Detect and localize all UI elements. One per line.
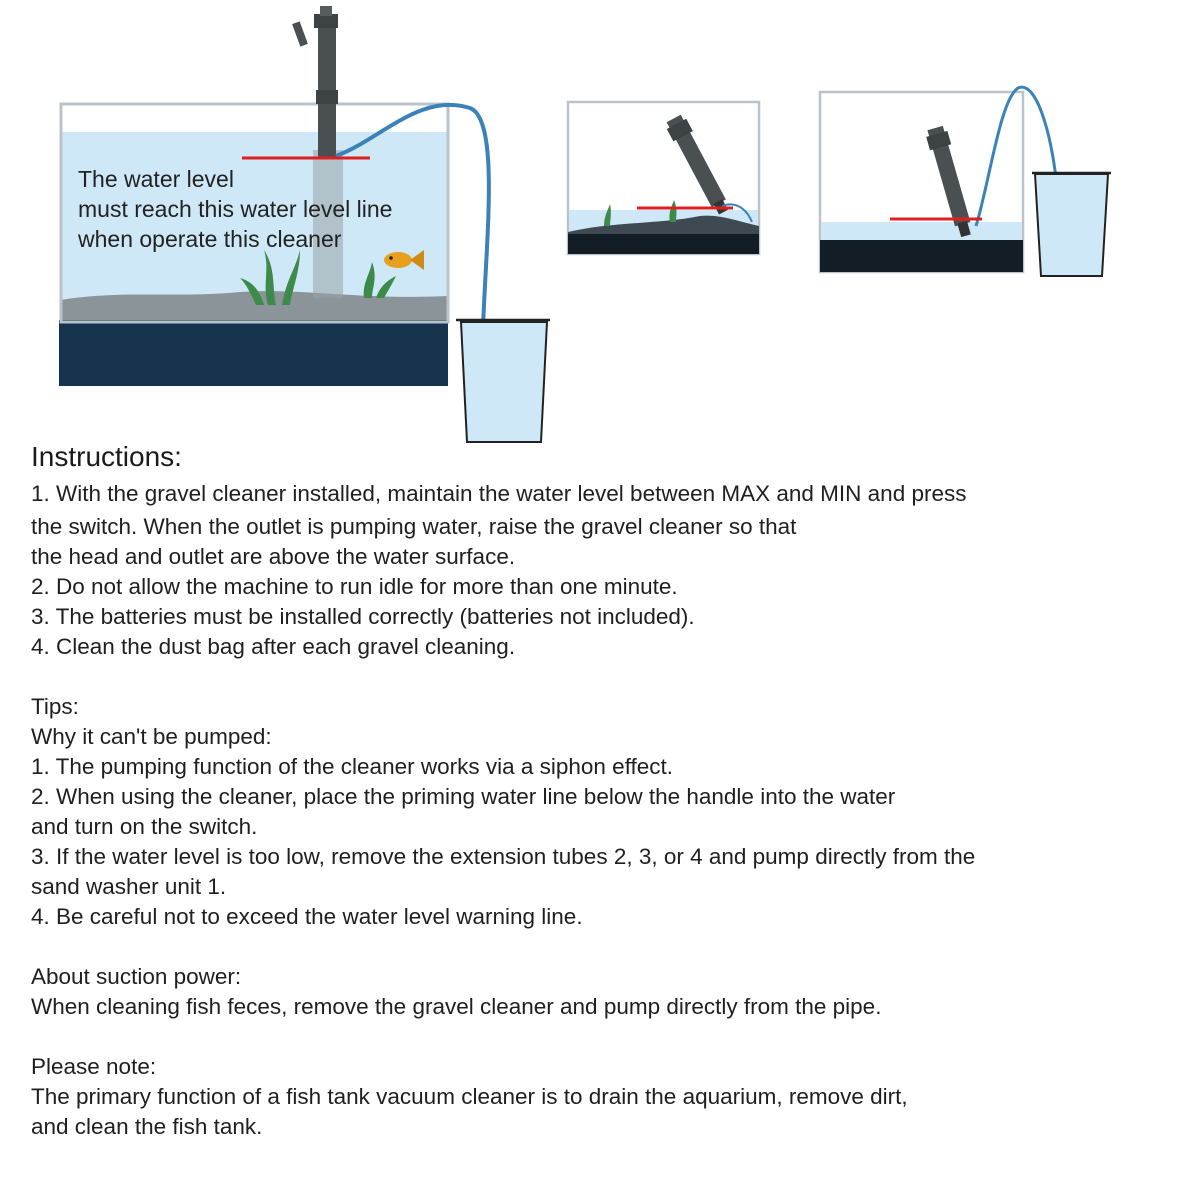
tip-line: 1. The pumping function of the cleaner works via a siphon effect. (31, 754, 674, 779)
tip-line: sand washer unit 1. (31, 874, 227, 899)
instruction-line: 2. Do not allow the machine to run idle for more than one minute. (31, 574, 678, 599)
instructions-text (31, 440, 1151, 1142)
tips-heading: Tips: (31, 694, 79, 719)
tank-gravel (820, 240, 1023, 272)
tank-water (821, 222, 1022, 240)
tip-line: 2. When using the cleaner, place the priming water line below the handle into the water (31, 784, 896, 809)
water-level-caption (78, 164, 458, 254)
caption-line: when operate this cleaner (78, 226, 342, 252)
note-heading: Please note: (31, 1054, 157, 1079)
tip-line: 4. Be careful not to exceed the water level warning line. (31, 904, 583, 929)
suction-text: When cleaning fish feces, remove the gravel cleaner and pump directly from the pipe. (31, 994, 882, 1019)
usage-diagram (0, 0, 1180, 450)
tank-right (820, 87, 1111, 276)
caption-line: The water level (78, 166, 234, 192)
instructions-heading: Instructions: (31, 441, 182, 472)
note-line: The primary function of a fish tank vacuum cleaner is to drain the aquarium, remove dirt, (31, 1084, 908, 1109)
tank-gravel (59, 320, 448, 386)
tip-line: 3. If the water level is too low, remove the extension tubes 2, 3, or 4 and pump directly from the (31, 844, 976, 869)
tips-subheading: Why it can't be pumped: (31, 724, 272, 749)
instruction-line: 1. With the gravel cleaner installed, maintain the water level between MAX and MIN and press (31, 481, 967, 506)
suction-heading: About suction power: (31, 964, 242, 989)
note-line: and clean the fish tank. (31, 1114, 263, 1139)
tank-middle (568, 102, 759, 254)
tank-gravel (568, 234, 759, 254)
instruction-line: the head and outlet are above the water surface. (31, 544, 516, 569)
instruction-line: 3. The batteries must be installed correctly (batteries not included). (31, 604, 695, 629)
instruction-line: 4. Clean the dust bag after each gravel cleaning. (31, 634, 516, 659)
instruction-line: the switch. When the outlet is pumping water, raise the gravel cleaner so that (31, 514, 797, 539)
tip-line: and turn on the switch. (31, 814, 258, 839)
caption-line: must reach this water level line (78, 196, 393, 222)
bucket-icon (456, 320, 550, 442)
bucket-icon (1032, 173, 1111, 276)
